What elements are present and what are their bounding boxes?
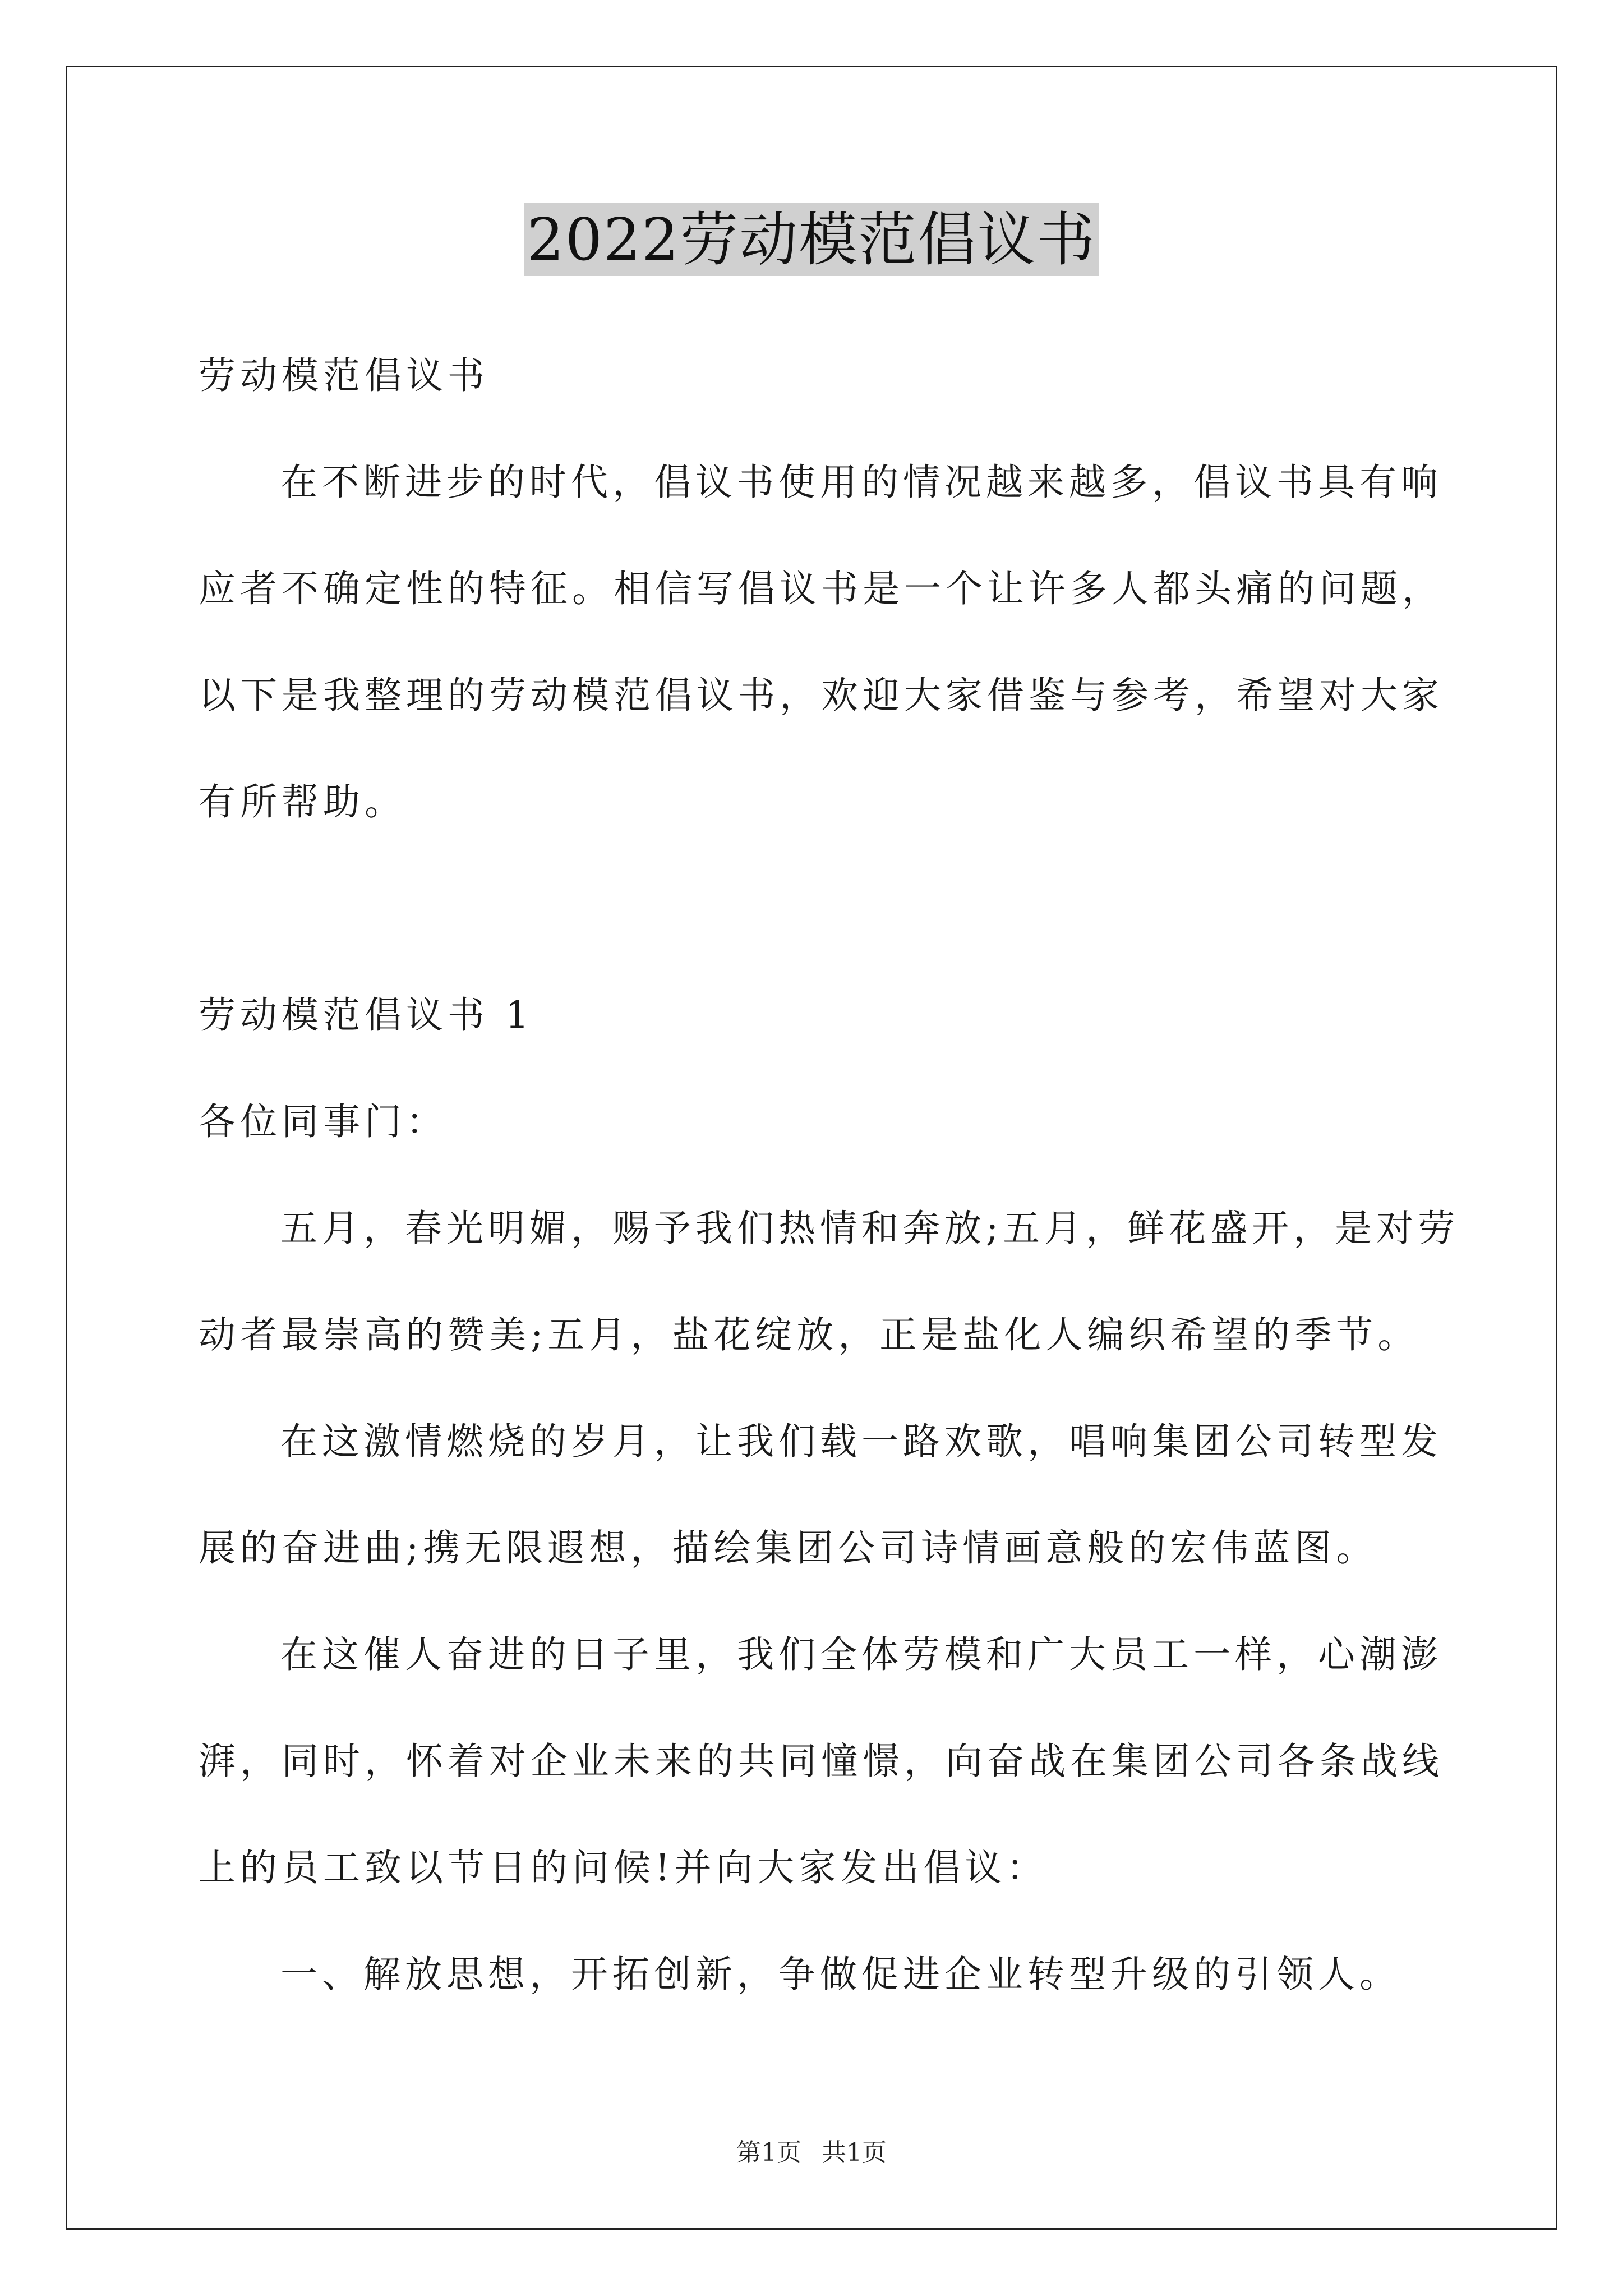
paragraph-line: 湃，同时，怀着对企业未来的共同憧憬，向奋战在集团公司各条战线 xyxy=(199,1740,1444,1783)
paragraph-line: 展的奋进曲;携无限遐想，描绘集团公司诗情画意般的宏伟蓝图。 xyxy=(199,1526,1378,1570)
document-title: 2022劳动模范倡议书 xyxy=(524,203,1100,276)
paragraph-line: 动者最崇高的赞美;五月，盐花绽放，正是盐化人编织希望的季节。 xyxy=(199,1313,1419,1356)
paragraph-line: 以下是我整理的劳动模范倡议书，欢迎大家借鉴与参考，希望对大家 xyxy=(199,674,1444,717)
title-container xyxy=(0,203,1623,276)
paragraph-line: 上的员工致以节日的问候!并向大家发出倡议： xyxy=(199,1846,1048,1889)
paragraph-line: 在这催人奋进的日子里，我们全体劳模和广大员工一样，心潮澎 xyxy=(280,1633,1442,1676)
page-footer xyxy=(0,2136,1623,2170)
paragraph-line: 一、解放思想，开拓创新，争做促进企业转型升级的引领人。 xyxy=(280,1953,1401,1996)
section-heading: 劳动模范倡议书 xyxy=(199,354,489,397)
paragraph-line: 在不断进步的时代，倡议书使用的情况越来越多，倡议书具有响 xyxy=(280,461,1442,504)
section-heading: 劳动模范倡议书 1 xyxy=(199,993,533,1037)
page-number: 第1页 xyxy=(736,2138,801,2167)
salutation: 各位同事门： xyxy=(199,1100,448,1143)
paragraph-line: 有所帮助。 xyxy=(199,780,406,823)
paragraph-line: 在这激情燃烧的岁月，让我们载一路欢歌，唱响集团公司转型发 xyxy=(280,1420,1442,1463)
page-total: 共1页 xyxy=(822,2138,887,2167)
paragraph-line: 五月，春光明媚，赐予我们热情和奔放;五月，鲜花盛开，是对劳 xyxy=(280,1207,1460,1250)
paragraph-line: 应者不确定性的特征。相信写倡议书是一个让许多人都头痛的问题， xyxy=(199,567,1444,610)
